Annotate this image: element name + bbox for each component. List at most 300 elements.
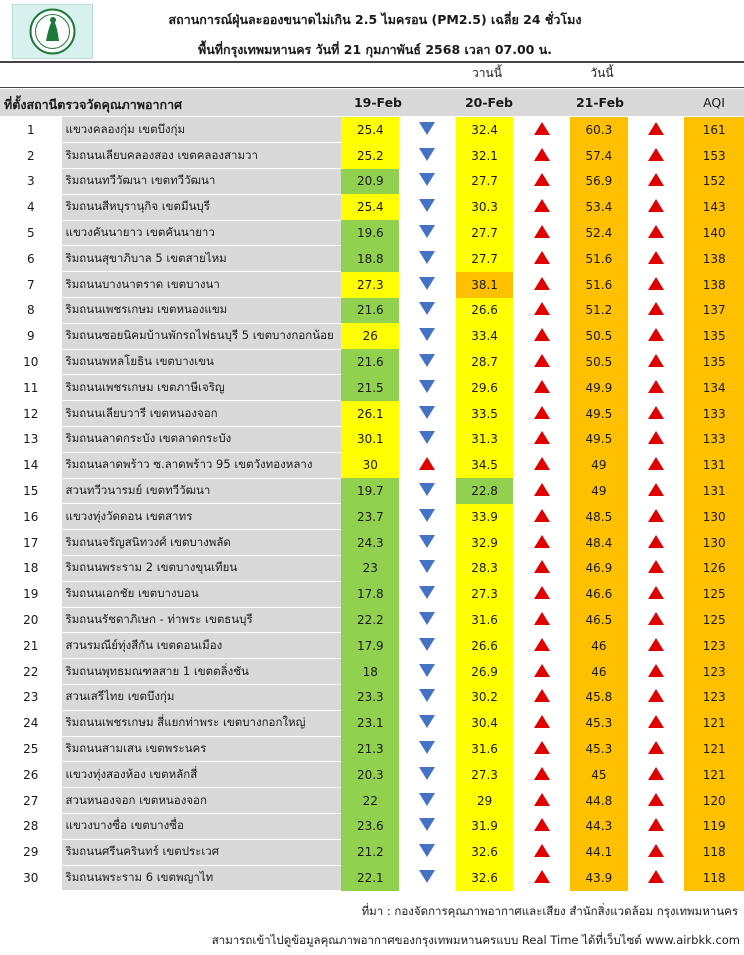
trend-19feb	[399, 736, 456, 762]
pm25-21feb: 53.4	[570, 194, 628, 220]
pm25-21feb: 46	[570, 633, 628, 659]
station-location: ริมถนนซอยนิคมบ้านพักรถไฟธนบุรี 5 เขตบางกอกน้อย	[62, 323, 342, 349]
aqi-value: 131	[684, 452, 744, 478]
table-row	[0, 814, 744, 840]
arrow-up-icon	[534, 715, 550, 728]
pm25-20feb: 32.4	[456, 117, 514, 143]
trend-21feb	[628, 788, 685, 814]
station-number: 16	[0, 504, 62, 530]
arrow-up-icon	[648, 354, 664, 367]
station-location: ริมถนนลาดกระบัง เขตลาดกระบัง	[62, 427, 342, 453]
arrow-down-icon	[419, 612, 435, 625]
arrow-down-icon	[419, 664, 435, 677]
arrow-down-icon	[419, 148, 435, 161]
arrow-up-icon	[534, 741, 550, 754]
arrow-up-icon	[648, 406, 664, 419]
station-location: ริมถนนพหลโยธิน เขตบางเขน	[62, 349, 342, 375]
trend-20feb	[513, 452, 570, 478]
arrow-up-icon	[648, 793, 664, 806]
arrow-up-icon	[648, 199, 664, 212]
station-number: 20	[0, 607, 62, 633]
aqi-value: 135	[684, 349, 744, 375]
pm25-19feb: 21.5	[341, 375, 399, 401]
trend-20feb	[513, 659, 570, 685]
table-row	[0, 607, 744, 633]
table-row	[0, 504, 744, 530]
pm25-20feb: 32.6	[456, 839, 514, 865]
aqi-value: 143	[684, 194, 744, 220]
trend-21feb	[628, 246, 685, 272]
pm25-20feb: 30.4	[456, 710, 514, 736]
table-row	[0, 220, 744, 246]
station-number: 1	[0, 117, 62, 143]
station-location: แขวงคันนายาว เขตคันนายาว	[62, 220, 342, 246]
arrow-down-icon	[419, 818, 435, 831]
trend-20feb	[513, 323, 570, 349]
pm25-21feb: 49.5	[570, 401, 628, 427]
table-row	[0, 865, 744, 891]
trend-19feb	[399, 194, 456, 220]
arrow-up-icon	[648, 741, 664, 754]
aqi-value: 119	[684, 814, 744, 840]
trend-21feb	[628, 272, 685, 298]
arrow-down-icon	[419, 354, 435, 367]
trend-20feb	[513, 298, 570, 324]
trend-19feb	[399, 272, 456, 298]
pm25-21feb: 51.6	[570, 246, 628, 272]
pm25-19feb: 25.4	[341, 194, 399, 220]
arrow-down-icon	[419, 380, 435, 393]
trend-21feb	[628, 323, 685, 349]
pm25-19feb: 25.4	[341, 117, 399, 143]
pm25-19feb: 17.9	[341, 633, 399, 659]
pm25-19feb: 21.6	[341, 298, 399, 324]
aqi-value: 130	[684, 504, 744, 530]
pm25-20feb: 33.9	[456, 504, 514, 530]
trend-21feb	[628, 478, 685, 504]
pm25-19feb: 30	[341, 452, 399, 478]
trend-21feb	[628, 349, 685, 375]
trend-21feb	[628, 607, 685, 633]
table-body	[0, 117, 744, 891]
pm25-21feb: 56.9	[570, 169, 628, 195]
arrow-up-icon	[534, 689, 550, 702]
pm25-21feb: 45.3	[570, 736, 628, 762]
aqi-value: 126	[684, 556, 744, 582]
pm25-19feb: 18	[341, 659, 399, 685]
pm25-20feb: 27.3	[456, 762, 514, 788]
arrow-up-icon	[534, 818, 550, 831]
pm25-21feb: 46	[570, 659, 628, 685]
pm25-21feb: 52.4	[570, 220, 628, 246]
trend-21feb	[628, 556, 685, 582]
trend-21feb	[628, 401, 685, 427]
trend-20feb	[513, 117, 570, 143]
station-location: แขวงทุ่งสองห้อง เขตหลักสี่	[62, 762, 342, 788]
trend-21feb	[628, 169, 685, 195]
report-subtitle: พื้นที่กรุงเทพมหานคร วันที่ 21 กุมภาพันธ์ 2568 เวลา 07.00 น.	[197, 42, 553, 57]
arrow-up-icon	[648, 509, 664, 522]
arrow-up-icon	[534, 302, 550, 315]
trend-21feb	[628, 143, 685, 169]
trend-21feb	[628, 659, 685, 685]
arrow-up-icon	[534, 328, 550, 341]
arrow-up-icon	[534, 638, 550, 651]
station-location: ริมถนนลาดพร้าว ซ.ลาดพร้าว 95 เขตวังทองหลาง	[62, 452, 342, 478]
arrow-down-icon	[419, 483, 435, 496]
trend-19feb	[399, 323, 456, 349]
arrow-up-icon	[648, 457, 664, 470]
station-location: สวนเสรีไทย เขตบึงกุ่ม	[62, 685, 342, 711]
arrow-up-icon	[534, 354, 550, 367]
table-row	[0, 659, 744, 685]
station-location: ริมถนนรัชดาภิเษก - ท่าพระ เขตธนบุรี	[62, 607, 342, 633]
arrow-up-icon	[648, 431, 664, 444]
arrow-down-icon	[419, 689, 435, 702]
table-row	[0, 452, 744, 478]
trend-19feb	[399, 607, 456, 633]
station-number: 19	[0, 581, 62, 607]
pm25-20feb: 27.7	[456, 246, 514, 272]
bma-logo	[12, 4, 93, 59]
trend-19feb	[399, 117, 456, 143]
pm25-19feb: 23.6	[341, 814, 399, 840]
col-19feb: 19-Feb	[353, 95, 403, 110]
station-number: 9	[0, 323, 62, 349]
pm25-19feb: 26	[341, 323, 399, 349]
arrow-up-icon	[534, 122, 550, 135]
arrow-up-icon	[648, 767, 664, 780]
trend-19feb	[399, 556, 456, 582]
station-location: ริมถนนเอกชัย เขตบางบอน	[62, 581, 342, 607]
pm25-21feb: 43.9	[570, 865, 628, 891]
arrow-down-icon	[419, 277, 435, 290]
pm25-21feb: 60.3	[570, 117, 628, 143]
arrow-up-icon	[648, 483, 664, 496]
station-number: 4	[0, 194, 62, 220]
pm25-19feb: 20.9	[341, 169, 399, 195]
pm25-20feb: 32.6	[456, 865, 514, 891]
pm25-19feb: 30.1	[341, 427, 399, 453]
trend-20feb	[513, 581, 570, 607]
pm25-20feb: 33.5	[456, 401, 514, 427]
aqi-value: 123	[684, 685, 744, 711]
trend-20feb	[513, 556, 570, 582]
station-location: ริมถนนจรัญสนิทวงศ์ เขตบางพลัด	[62, 530, 342, 556]
label-today: วันนี้	[590, 66, 614, 80]
pm25-19feb: 22.2	[341, 607, 399, 633]
station-number: 26	[0, 762, 62, 788]
aqi-value: 121	[684, 762, 744, 788]
arrow-up-icon	[534, 793, 550, 806]
arrow-up-icon	[648, 586, 664, 599]
arrow-down-icon	[419, 638, 435, 651]
pm25-21feb: 48.4	[570, 530, 628, 556]
arrow-down-icon	[419, 870, 435, 883]
station-location: ริมถนนเลียบคลองสอง เขตคลองสามวา	[62, 143, 342, 169]
station-number: 18	[0, 556, 62, 582]
pm25-19feb: 22.1	[341, 865, 399, 891]
trend-20feb	[513, 401, 570, 427]
station-location: ริมถนนสามเสน เขตพระนคร	[62, 736, 342, 762]
trend-20feb	[513, 710, 570, 736]
station-location: ริมถนนเพชรเกษม เขตภาษีเจริญ	[62, 375, 342, 401]
trend-20feb	[513, 736, 570, 762]
arrow-down-icon	[419, 560, 435, 573]
arrow-up-icon	[648, 638, 664, 651]
station-number: 14	[0, 452, 62, 478]
aqi-value: 125	[684, 581, 744, 607]
arrow-down-icon	[419, 767, 435, 780]
trend-19feb	[399, 298, 456, 324]
pm25-19feb: 18.8	[341, 246, 399, 272]
arrow-up-icon	[534, 870, 550, 883]
station-location: ริมถนนบางนาตราด เขตบางนา	[62, 272, 342, 298]
trend-21feb	[628, 762, 685, 788]
pm25-20feb: 38.1	[456, 272, 514, 298]
trend-21feb	[628, 814, 685, 840]
arrow-up-icon	[534, 844, 550, 857]
trend-19feb	[399, 375, 456, 401]
arrow-up-icon	[648, 302, 664, 315]
trend-19feb	[399, 220, 456, 246]
table-row	[0, 349, 744, 375]
trend-20feb	[513, 478, 570, 504]
arrow-up-icon	[534, 148, 550, 161]
pm25-19feb: 24.3	[341, 530, 399, 556]
pm25-20feb: 27.7	[456, 220, 514, 246]
trend-20feb	[513, 169, 570, 195]
station-number: 22	[0, 659, 62, 685]
pm25-19feb: 19.6	[341, 220, 399, 246]
station-number: 28	[0, 814, 62, 840]
table-row	[0, 530, 744, 556]
pm25-19feb: 20.3	[341, 762, 399, 788]
pm25-20feb: 26.6	[456, 633, 514, 659]
pm25-21feb: 46.9	[570, 556, 628, 582]
arrow-up-icon	[534, 251, 550, 264]
station-number: 3	[0, 169, 62, 195]
pm25-19feb: 25.2	[341, 143, 399, 169]
table-row	[0, 788, 744, 814]
report-header	[0, 0, 744, 62]
trend-19feb	[399, 349, 456, 375]
trend-19feb	[399, 401, 456, 427]
arrow-down-icon	[419, 741, 435, 754]
table-row	[0, 272, 744, 298]
table-row	[0, 194, 744, 220]
arrow-down-icon	[419, 225, 435, 238]
pm25-20feb: 32.9	[456, 530, 514, 556]
pm25-19feb: 21.6	[341, 349, 399, 375]
trend-20feb	[513, 143, 570, 169]
station-location: ริมถนนพระราม 6 เขตพญาไท	[62, 865, 342, 891]
trend-19feb	[399, 633, 456, 659]
trend-20feb	[513, 246, 570, 272]
trend-21feb	[628, 685, 685, 711]
trend-21feb	[628, 736, 685, 762]
trend-19feb	[399, 143, 456, 169]
arrow-up-icon	[534, 509, 550, 522]
trend-21feb	[628, 633, 685, 659]
pm25-21feb: 49	[570, 478, 628, 504]
arrow-up-icon	[534, 586, 550, 599]
arrow-up-icon	[648, 380, 664, 393]
trend-20feb	[513, 272, 570, 298]
arrow-up-icon	[648, 560, 664, 573]
pm25-21feb: 48.5	[570, 504, 628, 530]
pm25-21feb: 49	[570, 452, 628, 478]
trend-19feb	[399, 710, 456, 736]
arrow-down-icon	[419, 793, 435, 806]
trend-21feb	[628, 452, 685, 478]
station-location: ริมถนนสีหบุรานุกิจ เขตมีนบุรี	[62, 194, 342, 220]
pm25-20feb: 29.6	[456, 375, 514, 401]
table-row	[0, 427, 744, 453]
trend-19feb	[399, 169, 456, 195]
trend-20feb	[513, 607, 570, 633]
pm25-21feb: 49.9	[570, 375, 628, 401]
trend-19feb	[399, 865, 456, 891]
station-number: 5	[0, 220, 62, 246]
pm25-20feb: 31.3	[456, 427, 514, 453]
arrow-up-icon	[534, 535, 550, 548]
report-title: สถานการณ์ฝุ่นละอองขนาดไม่เกิน 2.5 ไมครอน (PM2.5) เฉลี่ย 24 ชั่วโมง	[168, 12, 582, 27]
table-header	[0, 89, 744, 116]
arrow-up-icon	[534, 225, 550, 238]
trend-20feb	[513, 427, 570, 453]
station-number: 17	[0, 530, 62, 556]
trend-19feb	[399, 504, 456, 530]
arrow-up-icon	[534, 277, 550, 290]
arrow-up-icon	[534, 380, 550, 393]
trend-21feb	[628, 298, 685, 324]
table-row	[0, 478, 744, 504]
station-number: 30	[0, 865, 62, 891]
pm25-21feb: 51.2	[570, 298, 628, 324]
pm25-20feb: 26.6	[456, 298, 514, 324]
station-number: 21	[0, 633, 62, 659]
trend-20feb	[513, 375, 570, 401]
aqi-value: 131	[684, 478, 744, 504]
trend-21feb	[628, 581, 685, 607]
trend-19feb	[399, 762, 456, 788]
trend-21feb	[628, 194, 685, 220]
pm25-21feb: 57.4	[570, 143, 628, 169]
aqi-value: 138	[684, 246, 744, 272]
arrow-down-icon	[419, 509, 435, 522]
arrow-up-icon	[648, 173, 664, 186]
pm25-20feb: 28.7	[456, 349, 514, 375]
station-location: ริมถนนเลียบวารี เขตหนองจอก	[62, 401, 342, 427]
table-row	[0, 323, 744, 349]
station-number: 27	[0, 788, 62, 814]
station-number: 25	[0, 736, 62, 762]
station-number: 23	[0, 685, 62, 711]
trend-19feb	[399, 839, 456, 865]
arrow-down-icon	[419, 844, 435, 857]
aqi-value: 152	[684, 169, 744, 195]
arrow-up-icon	[648, 715, 664, 728]
trend-21feb	[628, 375, 685, 401]
station-number: 29	[0, 839, 62, 865]
trend-20feb	[513, 865, 570, 891]
arrow-down-icon	[419, 586, 435, 599]
trend-19feb	[399, 659, 456, 685]
aqi-value: 133	[684, 427, 744, 453]
pm25-19feb: 22	[341, 788, 399, 814]
arrow-down-icon	[419, 431, 435, 444]
trend-21feb	[628, 117, 685, 143]
arrow-down-icon	[419, 715, 435, 728]
pm25-20feb: 31.6	[456, 736, 514, 762]
pm25-21feb: 46.6	[570, 581, 628, 607]
pm25-19feb: 19.7	[341, 478, 399, 504]
arrow-down-icon	[419, 535, 435, 548]
trend-20feb	[513, 839, 570, 865]
trend-19feb	[399, 530, 456, 556]
pm25-20feb: 32.1	[456, 143, 514, 169]
trend-19feb	[399, 478, 456, 504]
trend-20feb	[513, 788, 570, 814]
arrow-up-icon	[648, 148, 664, 161]
table-row	[0, 556, 744, 582]
arrow-down-icon	[419, 328, 435, 341]
pm25-21feb: 44.8	[570, 788, 628, 814]
pm25-21feb: 44.3	[570, 814, 628, 840]
table-row	[0, 298, 744, 324]
trend-19feb	[399, 685, 456, 711]
col-21feb: 21-Feb	[575, 95, 625, 110]
aqi-value: 140	[684, 220, 744, 246]
pm25-21feb: 45	[570, 762, 628, 788]
trend-20feb	[513, 220, 570, 246]
pm25-21feb: 49.5	[570, 427, 628, 453]
table-row	[0, 685, 744, 711]
pm25-21feb: 51.6	[570, 272, 628, 298]
pm25-19feb: 23.1	[341, 710, 399, 736]
trend-19feb	[399, 452, 456, 478]
pm25-19feb: 21.3	[341, 736, 399, 762]
table-row	[0, 762, 744, 788]
pm25-20feb: 26.9	[456, 659, 514, 685]
arrow-up-icon	[648, 612, 664, 625]
subheader-divider	[0, 87, 744, 88]
station-number: 11	[0, 375, 62, 401]
trend-19feb	[399, 814, 456, 840]
pm25-table	[0, 117, 744, 891]
arrow-down-icon	[419, 173, 435, 186]
table-row	[0, 581, 744, 607]
aqi-value: 138	[684, 272, 744, 298]
table-row	[0, 839, 744, 865]
website-note: สามารถเข้าไปดูข้อมูลคุณภาพอากาศของกรุงเทพมหานครแบบ Real Time ได้ที่เว็บไซต์ www.airbkk.com	[211, 933, 740, 947]
table-row	[0, 117, 744, 143]
header-divider	[0, 61, 744, 63]
pm25-20feb: 29	[456, 788, 514, 814]
pm25-19feb: 17.8	[341, 581, 399, 607]
trend-20feb	[513, 685, 570, 711]
trend-21feb	[628, 427, 685, 453]
col-20feb: 20-Feb	[464, 95, 514, 110]
trend-21feb	[628, 865, 685, 891]
pm25-20feb: 30.3	[456, 194, 514, 220]
aqi-value: 133	[684, 401, 744, 427]
pm25-21feb: 45.3	[570, 710, 628, 736]
pm25-21feb: 45.8	[570, 685, 628, 711]
station-number: 13	[0, 427, 62, 453]
pm25-19feb: 23.3	[341, 685, 399, 711]
